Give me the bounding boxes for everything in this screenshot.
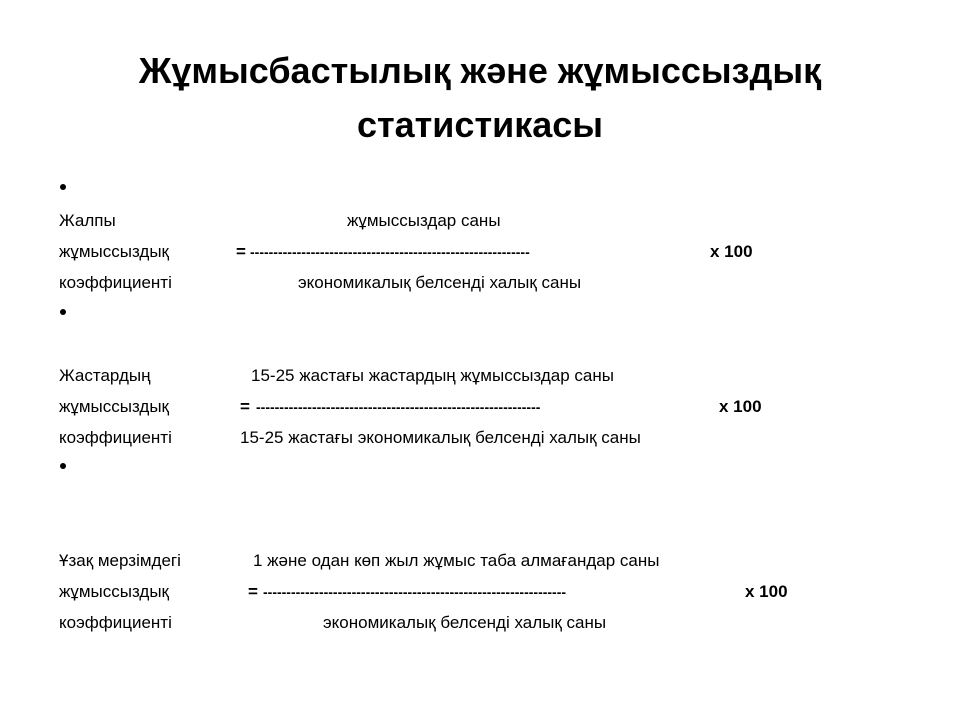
bullet-3 <box>60 463 66 469</box>
formula-2-numerator: 15-25 жастағы жастардың жұмыссыздар саны <box>251 366 614 385</box>
formula-3-label-line-3: коэффициенті <box>59 613 172 632</box>
formula-1-fraction-line: ------------------------------------------------------------ <box>250 244 530 260</box>
formula-2-equals: = <box>240 397 250 416</box>
formula-2-label-line-2: жұмыссыздық <box>59 397 169 416</box>
formula-2-multiplier: х 100 <box>719 397 762 416</box>
formula-3-equals: = <box>248 582 258 601</box>
formula-2-fraction-line: ------------------------------------------------------------- <box>256 399 541 415</box>
formula-1-equals: = <box>236 242 246 261</box>
formula-1-numerator: жұмыссыздар саны <box>347 211 501 230</box>
formula-3-multiplier: х 100 <box>745 582 788 601</box>
title-line-2: статистикасы <box>356 104 604 145</box>
formula-3-label-line-2: жұмыссыздық <box>59 582 169 601</box>
formula-3-denominator: экономикалық белсенді халық саны <box>323 613 607 632</box>
formula-2-label-line-1: Жастардың <box>59 366 151 385</box>
formula-1-label-line-3: коэффициенті <box>59 273 172 292</box>
formula-3-label-line-1: Ұзақ мерзімдегі <box>59 551 181 570</box>
formula-1-label-line-2: жұмыссыздық <box>59 242 169 261</box>
bullet-2 <box>60 309 66 315</box>
formula-3-numerator: 1 және одан көп жыл жұмыс таба алмағандар саны <box>253 551 660 570</box>
slide-title <box>0 44 960 152</box>
formula-2-denominator: 15-25 жастағы экономикалық белсенді халық саны <box>240 428 641 447</box>
bullet-1 <box>60 184 66 190</box>
formula-1-multiplier: х 100 <box>710 242 753 261</box>
formula-1-denominator: экономикалық белсенді халық саны <box>298 273 582 292</box>
title-line-1: Жұмысбастылық және жұмыссыздық <box>138 50 822 91</box>
formula-3-fraction-line: ----------------------------------------------------------------- <box>263 584 567 600</box>
formula-1-label-line-1: Жалпы <box>59 211 116 230</box>
formula-2-label-line-3: коэффициенті <box>59 428 172 447</box>
